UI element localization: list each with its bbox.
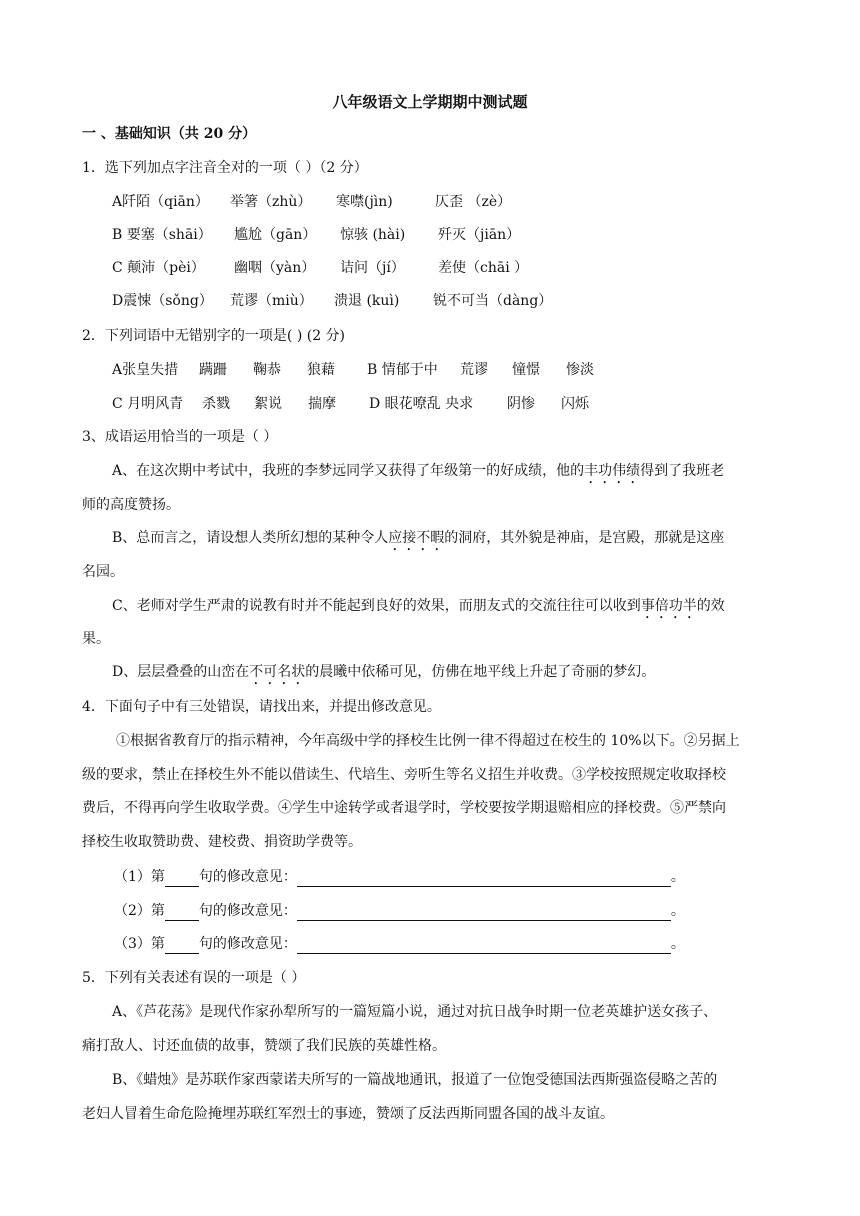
answer-line-2 bbox=[114, 901, 685, 921]
question-5-option-b-line-2: 老妇人冒着生命危险掩埋苏联红军烈士的事迹，赞颂了反法西斯同盟各国的战斗友谊。 bbox=[82, 1106, 614, 1122]
q2-word: 揣摩 bbox=[308, 396, 336, 412]
q2-word: 闪烁 bbox=[561, 396, 589, 412]
question-4-passage-line-4: 择校生收取赞助费、建校费、捐资助学费等。 bbox=[82, 834, 362, 850]
revision-answer-blank[interactable] bbox=[297, 938, 671, 954]
question-3-option-a-line-2: 师的高度赞扬。 bbox=[82, 497, 180, 513]
text-run: D、层层叠叠的山峦在 bbox=[112, 664, 250, 680]
question-4-stem: 4．下面句子中有三处错误，请找出来，并提出修改意见。 bbox=[82, 699, 441, 715]
page-title: 八年级语文上学期期中测试题 bbox=[332, 93, 528, 111]
q2-word: 杀戮 bbox=[202, 396, 230, 412]
text-run: B、总而言之，请设想人类所幻想的某种令人 bbox=[112, 530, 389, 546]
option-b-item-4: 歼灭（jiān） bbox=[438, 227, 521, 243]
text-run: A、在这次期中考试中，我班的李梦远同学又获得了年级第一的好成绩，他的 bbox=[112, 463, 585, 479]
option-c-item-3: 诘问（jí） bbox=[340, 260, 405, 276]
sentence-number-blank[interactable] bbox=[165, 938, 199, 954]
question-3-option-c-line-1 bbox=[112, 596, 725, 622]
question-3-option-b-line-1 bbox=[112, 528, 724, 554]
question-5-stem: 5．下列有关表述有误的一项是（ ） bbox=[82, 970, 306, 986]
question-5-option-a-line-1: A、《芦花荡》是现代作家孙犁所写的一篇短篇小说，通过对抗日战争时期一位老英雄护送女孩子、 bbox=[112, 1004, 718, 1020]
q2-word: B 情郁于中 bbox=[367, 362, 438, 378]
text-run: 的晨曦中依稀可见，仿佛在地平线上升起了奇丽的梦幻。 bbox=[305, 664, 656, 680]
question-1-option-d bbox=[112, 291, 552, 311]
q2-word: 荒谬 bbox=[460, 362, 488, 378]
answer-line-3 bbox=[114, 934, 685, 954]
answer-line-1 bbox=[114, 867, 685, 887]
question-1-option-a bbox=[112, 192, 511, 212]
answer-label: 句的修改意见： bbox=[198, 903, 297, 919]
dotted-idiom: 事倍功半 bbox=[640, 598, 697, 614]
sentence-number-blank[interactable] bbox=[165, 905, 199, 921]
q2-word: 狼藉 bbox=[307, 362, 335, 378]
question-3-option-d bbox=[112, 662, 655, 688]
option-c-item-1: C 颠沛（pèi） bbox=[112, 260, 205, 276]
dotted-idiom: 应接不暇 bbox=[388, 530, 445, 546]
text-run: 的效 bbox=[696, 598, 725, 614]
q2-word: A张皇失措 bbox=[112, 362, 179, 378]
answer-end-mark: 。 bbox=[670, 869, 685, 885]
question-1-option-b bbox=[112, 225, 520, 245]
option-b-item-2: 尴尬（gān） bbox=[234, 227, 317, 243]
q2-word: 惨淡 bbox=[566, 362, 594, 378]
text-run: 得到了我班老 bbox=[640, 463, 725, 479]
question-3-option-c-line-2: 果。 bbox=[82, 631, 110, 647]
sentence-number-blank[interactable] bbox=[165, 871, 199, 887]
q2-word: 蹒跚 bbox=[199, 362, 227, 378]
option-a-item-3: 寒噤(jìn) bbox=[336, 194, 393, 210]
answer-label: 句的修改意见： bbox=[198, 869, 297, 885]
question-4-passage-line-1: ①根据省教育厅的指示精神，今年高级中学的择校生比例一律不得超过在校生的 10%以下。②另据上 bbox=[116, 733, 740, 749]
dotted-idiom: 丰功伟绩 bbox=[584, 463, 641, 479]
option-a-item-2: 举箸（zhù） bbox=[230, 194, 312, 210]
q2-word: C 月明风青 bbox=[112, 396, 184, 412]
q2-word: 阴惨 bbox=[507, 396, 535, 412]
question-5-option-a-line-2: 痛打敌人、讨还血债的故事，赞颂了我们民族的英雄性格。 bbox=[82, 1038, 446, 1054]
q2-word: 鞠恭 bbox=[253, 362, 281, 378]
question-3-stem: 3、成语运用恰当的一项是（ ） bbox=[82, 429, 278, 445]
q2-word: D 眼花嘹乱 央求 bbox=[369, 396, 474, 412]
question-3-option-b-line-2: 名园。 bbox=[82, 564, 124, 580]
option-d-item-2: 荒谬（miù） bbox=[230, 293, 313, 309]
option-d-item-4: 锐不可当（dàng） bbox=[433, 293, 553, 309]
question-2-options-ab bbox=[112, 360, 594, 380]
question-5-option-b-line-1: B、《蜡烛》是苏联作家西蒙诺夫所写的一篇战地通讯，报道了一位饱受德国法西斯强盗侵略之苦的 bbox=[112, 1072, 718, 1088]
option-d-item-3: 溃退 (kuì) bbox=[334, 293, 400, 309]
answer-label: 句的修改意见： bbox=[198, 936, 297, 952]
question-1-stem: 1．选下列加点字注音全对的一项（ ）（2 分） bbox=[82, 160, 368, 176]
option-c-item-4: 差使（chāi ） bbox=[438, 260, 529, 276]
section-heading: 一 、基础知识（共 20 分） bbox=[82, 126, 257, 142]
question-2-options-cd bbox=[112, 394, 589, 414]
option-b-item-3: 惊骇 (hài) bbox=[340, 227, 406, 243]
text-run: C、老师对学生严肃的说教有时并不能起到良好的效果，而朋友式的交流往往可以收到 bbox=[112, 598, 641, 614]
answer-label: （1）第 bbox=[114, 869, 165, 885]
answer-end-mark: 。 bbox=[670, 936, 685, 952]
answer-label: （2）第 bbox=[114, 903, 165, 919]
answer-label: （3）第 bbox=[114, 936, 165, 952]
dotted-idiom: 不可名状 bbox=[249, 664, 306, 680]
q2-word: 憧憬 bbox=[512, 362, 540, 378]
question-1-option-c bbox=[112, 258, 528, 278]
question-2-stem: 2．下列词语中无错别字的一项是( ) (2 分) bbox=[82, 328, 346, 344]
text-run: 的洞府，其外貌是神庙，是宫殿，那就是这座 bbox=[444, 530, 725, 546]
question-4-passage-line-3: 费后，不得再向学生收取学费。④学生中途转学或者退学时，学校要按学期退赔相应的择校费。⑤严禁向 bbox=[82, 800, 726, 816]
question-3-option-a-line-1 bbox=[112, 461, 724, 487]
revision-answer-blank[interactable] bbox=[297, 905, 671, 921]
q2-word: 絮说 bbox=[254, 396, 282, 412]
option-a-item-1: A阡陌（qiān） bbox=[112, 194, 209, 210]
answer-end-mark: 。 bbox=[670, 903, 685, 919]
revision-answer-blank[interactable] bbox=[297, 871, 671, 887]
option-a-item-4: 仄歪 （zè） bbox=[435, 194, 512, 210]
question-4-passage-line-2: 级的要求，禁止在择校生外不能以借读生、代培生、旁听生等名义招生并收费。③学校按照规定收取择校 bbox=[82, 767, 726, 783]
option-c-item-2: 幽咽（yàn） bbox=[234, 260, 316, 276]
option-b-item-1: B 要塞（shāi） bbox=[112, 227, 212, 243]
option-d-item-1: D震悚（sǒng） bbox=[112, 293, 213, 309]
